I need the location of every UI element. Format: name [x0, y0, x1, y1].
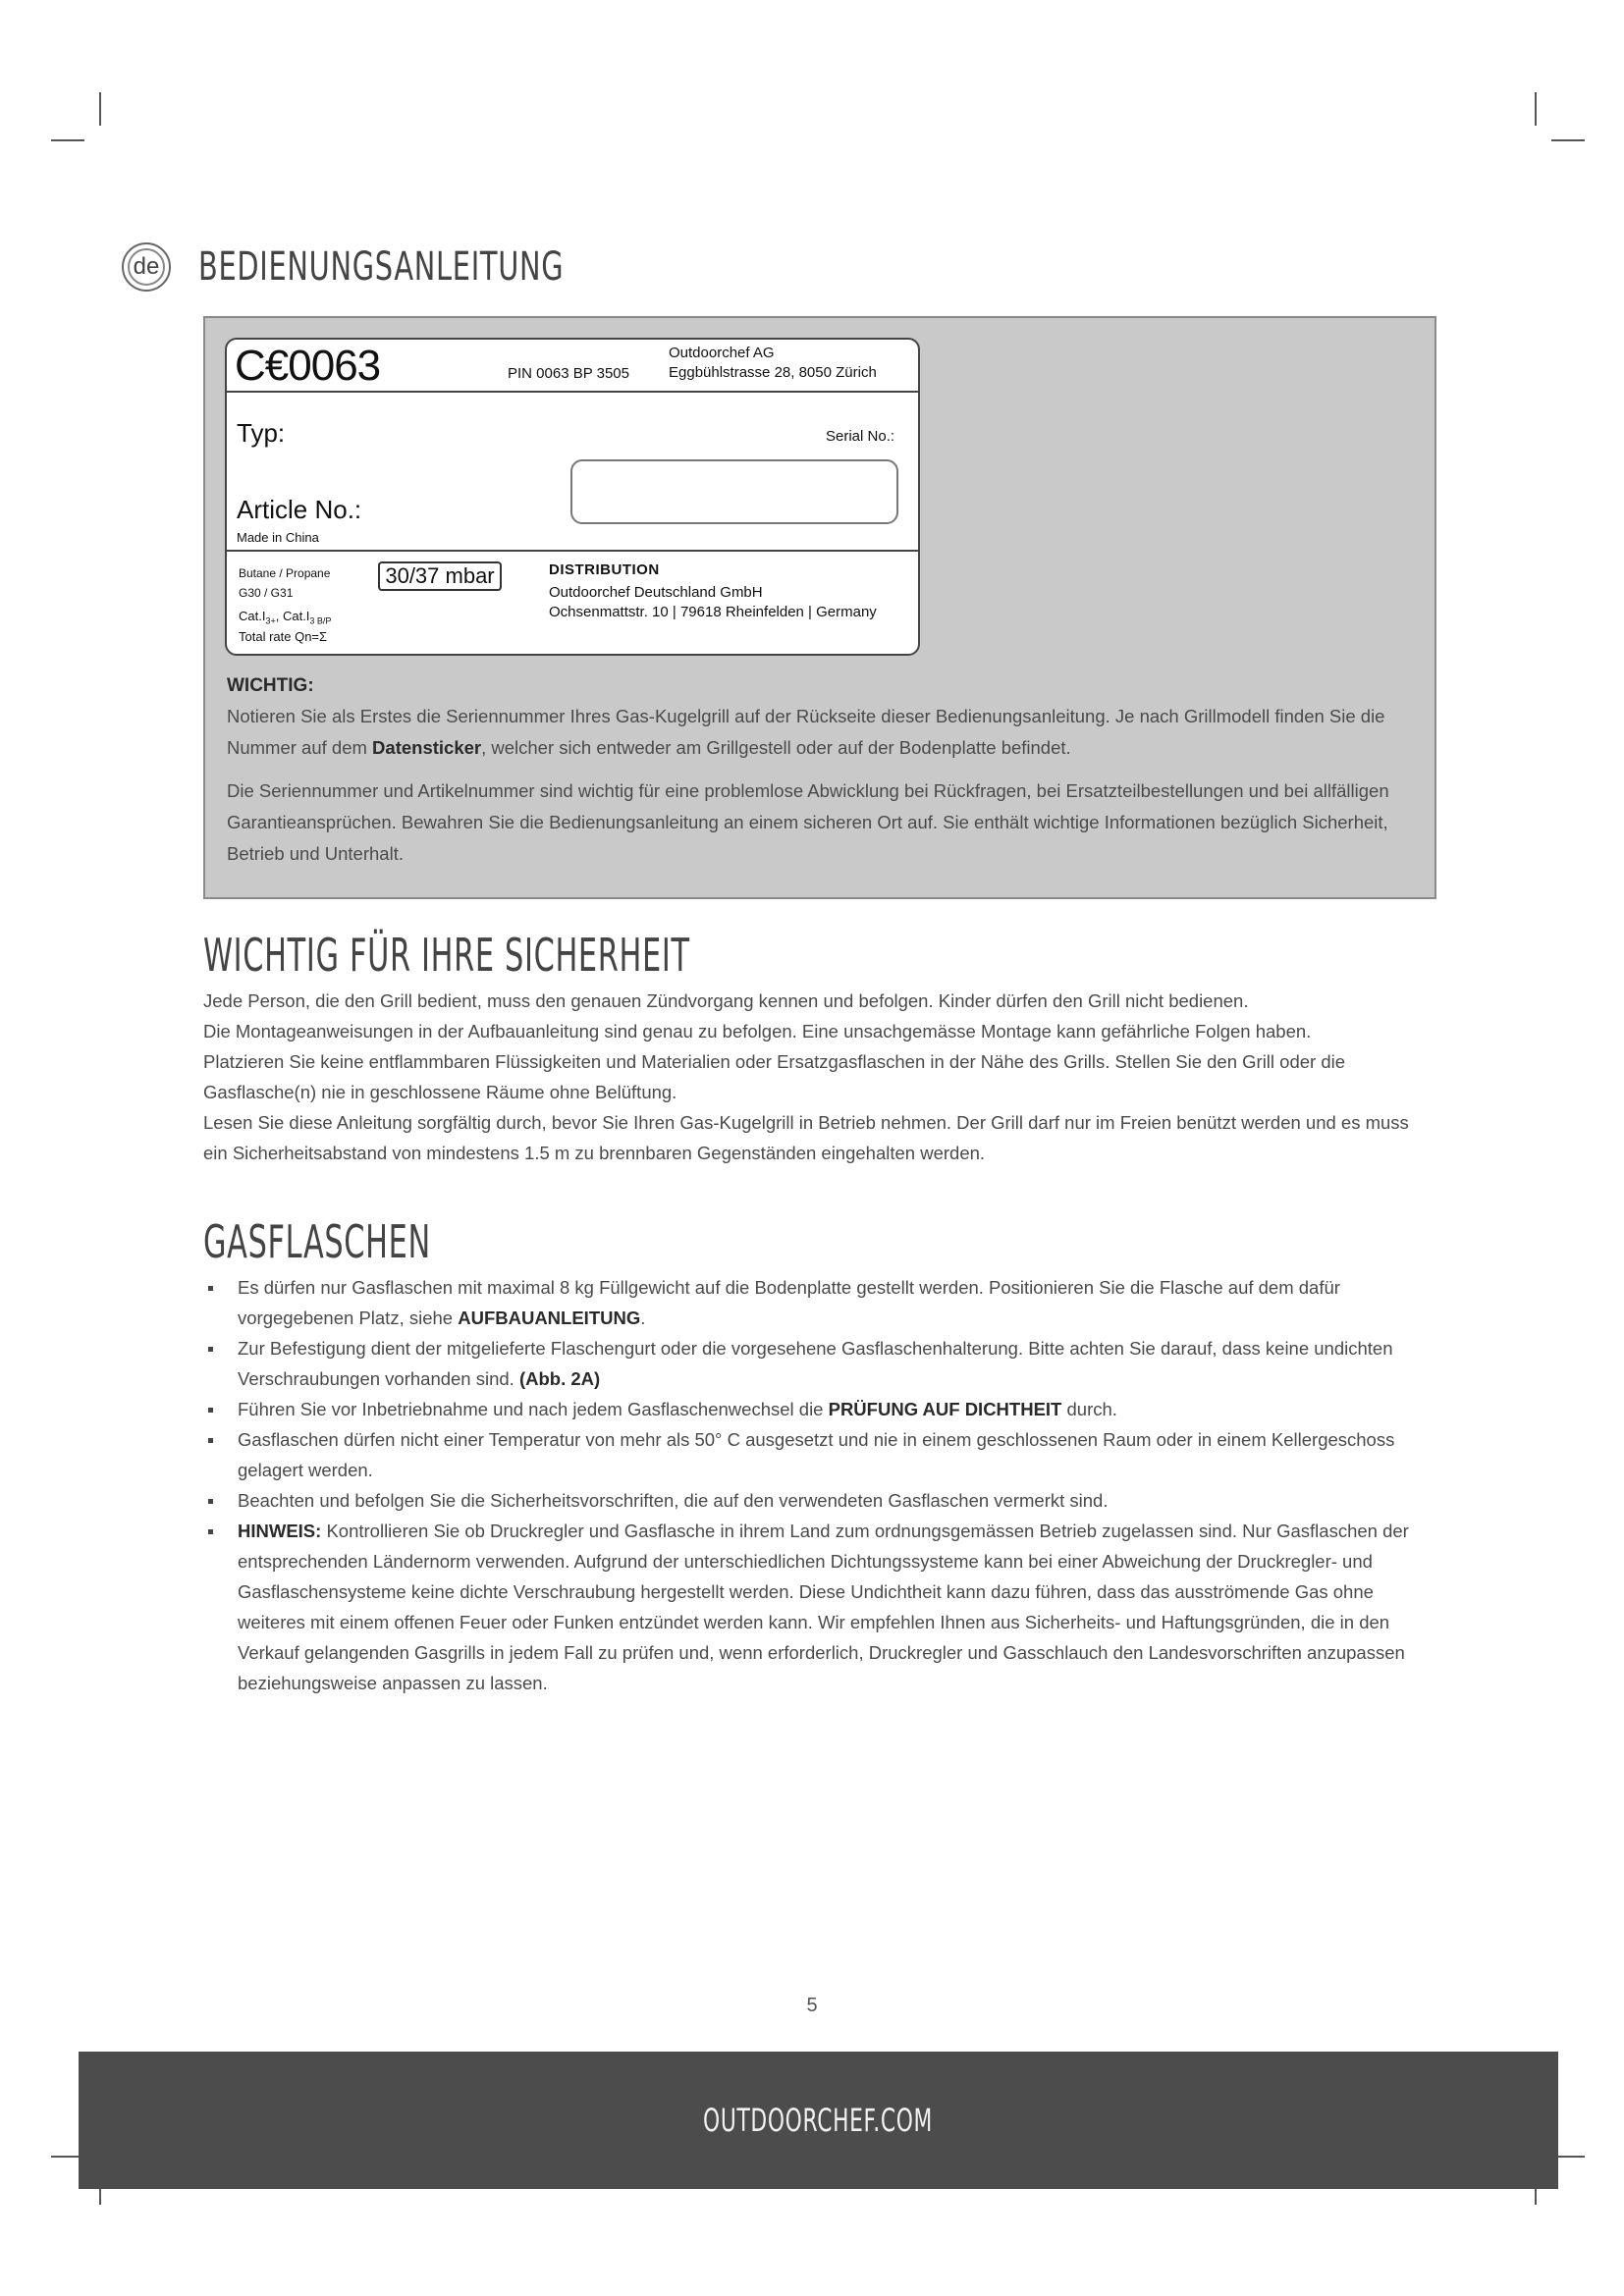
manufacturer-street: Eggbühlstrasse 28, 8050 Zürich	[669, 364, 877, 381]
bold-text: HINWEIS:	[238, 1521, 322, 1541]
crop-mark	[1551, 139, 1585, 141]
page-number: 5	[806, 1995, 818, 2016]
list-item	[203, 1272, 1436, 1333]
footer-url: OUTDOORCHEF.COM	[703, 2102, 934, 2139]
gas-bullet-list	[203, 1272, 1436, 1698]
page-footer	[79, 2052, 1558, 2189]
distribution-street: Ochsenmattstr. 10 | 79618 Rheinfelden | Germany	[549, 604, 877, 620]
text-run: Zur Befestigung dient der mitgelieferte Flaschengurt oder die vorgesehene Gasflaschenhalterung. Bitte achten Sie darauf, dass keine undichten Verschraubungen vorhanden sind.	[238, 1338, 1393, 1389]
text-run: Führen Sie vor Inbetriebnahme und nach jedem Gasflaschenwechsel die	[238, 1399, 829, 1419]
typ-label: Typ:	[237, 418, 286, 448]
rating-label	[225, 338, 920, 656]
crop-mark	[51, 139, 84, 141]
safety-paragraph: Die Montageanweisungen in der Aufbauanleitung sind genau zu befolgen. Eine unsachgemässe Montage kann gefährliche Folgen haben.	[203, 1021, 1312, 1041]
pin-number: PIN 0063 BP 3505	[508, 365, 629, 382]
gas-section-title: GASFLASCHEN	[203, 1215, 431, 1268]
bold-text: PRÜFUNG AUF DICHTHEIT	[828, 1399, 1062, 1419]
gas-codes: G30 / G31	[239, 586, 294, 600]
list-item: Gasflaschen dürfen nicht einer Temperatur von mehr als 50° C ausgesetzt und nie in einem geschlossenen Raum oder in einem Kellergeschoss gelagert werden.	[203, 1424, 1436, 1485]
important-paragraph: Die Seriennummer und Artikelnummer sind wichtig für eine problemlose Abwicklung bei Rückfragen, bei Ersatzteilbestellungen und bei allfälligen Garantieansprüchen. Bewahren Sie die Bedienungsanleitung an einem sicheren Ort auf. Sie enthält wichtige Informationen bezüglich Sicherheit, Betrieb und Unterhalt.	[227, 780, 1389, 864]
important-paragraph	[227, 701, 1415, 764]
pressure-box: 30/37 mbar	[378, 561, 502, 591]
crop-mark	[99, 92, 101, 126]
page-header	[122, 238, 706, 296]
ce-mark: C€0063	[235, 342, 381, 390]
cat-prefix: Cat.I	[239, 609, 266, 623]
language-code: de	[133, 253, 160, 280]
safety-paragraph: Platzieren Sie keine entflammbaren Flüssigkeiten und Materialien oder Ersatzgasflaschen in der Nähe des Grills. Stellen Sie den Grill oder die Gasflasche(n) nie in geschlossene Räume ohne Belüftung.	[203, 1051, 1346, 1102]
label-bottom-row	[227, 550, 918, 644]
label-top-row	[227, 340, 918, 393]
bold-text: Datensticker	[372, 737, 482, 758]
safety-section-title: WICHTIG FÜR IHRE SICHERHEIT	[203, 929, 690, 982]
list-item: Beachten und befolgen Sie die Sicherheitsvorschriften, die auf den verwendeten Gasflaschen vermerkt sind.	[203, 1485, 1436, 1516]
category-line	[239, 609, 331, 629]
list-item	[203, 1333, 1436, 1394]
list-item	[203, 1516, 1436, 1698]
gas-type: Butane / Propane	[239, 566, 331, 580]
list-item	[203, 1394, 1436, 1424]
bold-text: (Abb. 2A)	[518, 1368, 601, 1389]
serial-number-box	[570, 459, 898, 524]
manufacturer-address	[669, 344, 877, 383]
bold-text: AUFBAUANLEITUNG	[458, 1308, 641, 1328]
text-run: Notieren Sie als Erstes die Seriennummer Ihres Gas-Kugelgrill auf der Rückseite dieser Bedienungsanleitung. Je nach Grillmodell finden Sie die Nummer auf dem	[227, 706, 1385, 758]
article-label: Article No.:	[237, 495, 362, 524]
category-info	[239, 609, 331, 645]
page-title: BEDIENUNGSANLEITUNG	[198, 244, 565, 290]
text-run: Es dürfen nur Gasflaschen mit maximal 8 kg Füllgewicht auf die Bodenplatte gestellt werden. Positionieren Sie die Flasche auf dem dafür vorgegebenen Platz, siehe	[238, 1277, 1340, 1328]
made-in-label: Made in China	[237, 530, 319, 545]
important-heading: WICHTIG:	[227, 675, 314, 696]
crop-mark	[1535, 92, 1537, 126]
text-run: .	[640, 1308, 646, 1328]
text-run: Kontrollieren Sie ob Druckregler und Gasflasche in ihrem Land zum ordnungsgemässen Betrieb zugelassen sind. Nur Gasflaschen der entsprechenden Ländernorm verwenden. Aufgrund der unterschiedlichen Dichtungssysteme kann bei einer Abweichung der Druckregler- und Gasflaschensysteme keine dichte Verschraubung hergestellt werden. Diese Undichtheit kann dazu führen, dass das ausströmende Gas ohne weiteres mit einem offenen Feuer oder Funken entzündet werden kann. Wir empfehlen Ihnen aus Sicherheits- und Haftungsgründen, die in den Verkauf gelangenden Gasgrills in jedem Fall zu prüfen und, wenn erforderlich, Druckregler und Gasschlauch den Landesvorschriften anzupassen beziehungsweise anpassen zu lassen.	[238, 1521, 1409, 1693]
serial-label: Serial No.:	[826, 428, 895, 445]
distribution-heading: DISTRIBUTION	[549, 561, 660, 578]
safety-text	[203, 986, 1436, 1168]
safety-paragraph: Jede Person, die den Grill bedient, muss den genauen Zündvorgang kennen und befolgen. Kinder dürfen den Grill nicht bedienen.	[203, 990, 1249, 1011]
cat-subscript: 3 B/P	[309, 615, 332, 626]
manufacturer-name: Outdoorchef AG	[669, 345, 775, 361]
total-rate: Total rate Qn=Σ	[239, 628, 328, 644]
cat-prefix: , Cat.I	[275, 609, 310, 623]
info-box	[203, 316, 1436, 899]
text-run: , welcher sich entweder am Grillgestell oder auf der Bodenplatte befindet.	[481, 737, 1071, 758]
language-badge	[122, 242, 171, 292]
gas-type-info	[239, 563, 330, 603]
text-run: durch.	[1061, 1399, 1117, 1419]
distribution-address	[549, 583, 877, 622]
cat-subscript: 3+	[265, 615, 276, 626]
safety-paragraph: Lesen Sie diese Anleitung sorgfältig durch, bevor Sie Ihren Gas-Kugelgrill in Betrieb nehmen. Der Grill darf nur im Freien benützt werden und es muss ein Sicherheitsabstand von mindestens 1.5 m zu brennbaren Gegenständen eingehalten werden.	[203, 1112, 1409, 1163]
distribution-company: Outdoorchef Deutschland GmbH	[549, 584, 763, 601]
